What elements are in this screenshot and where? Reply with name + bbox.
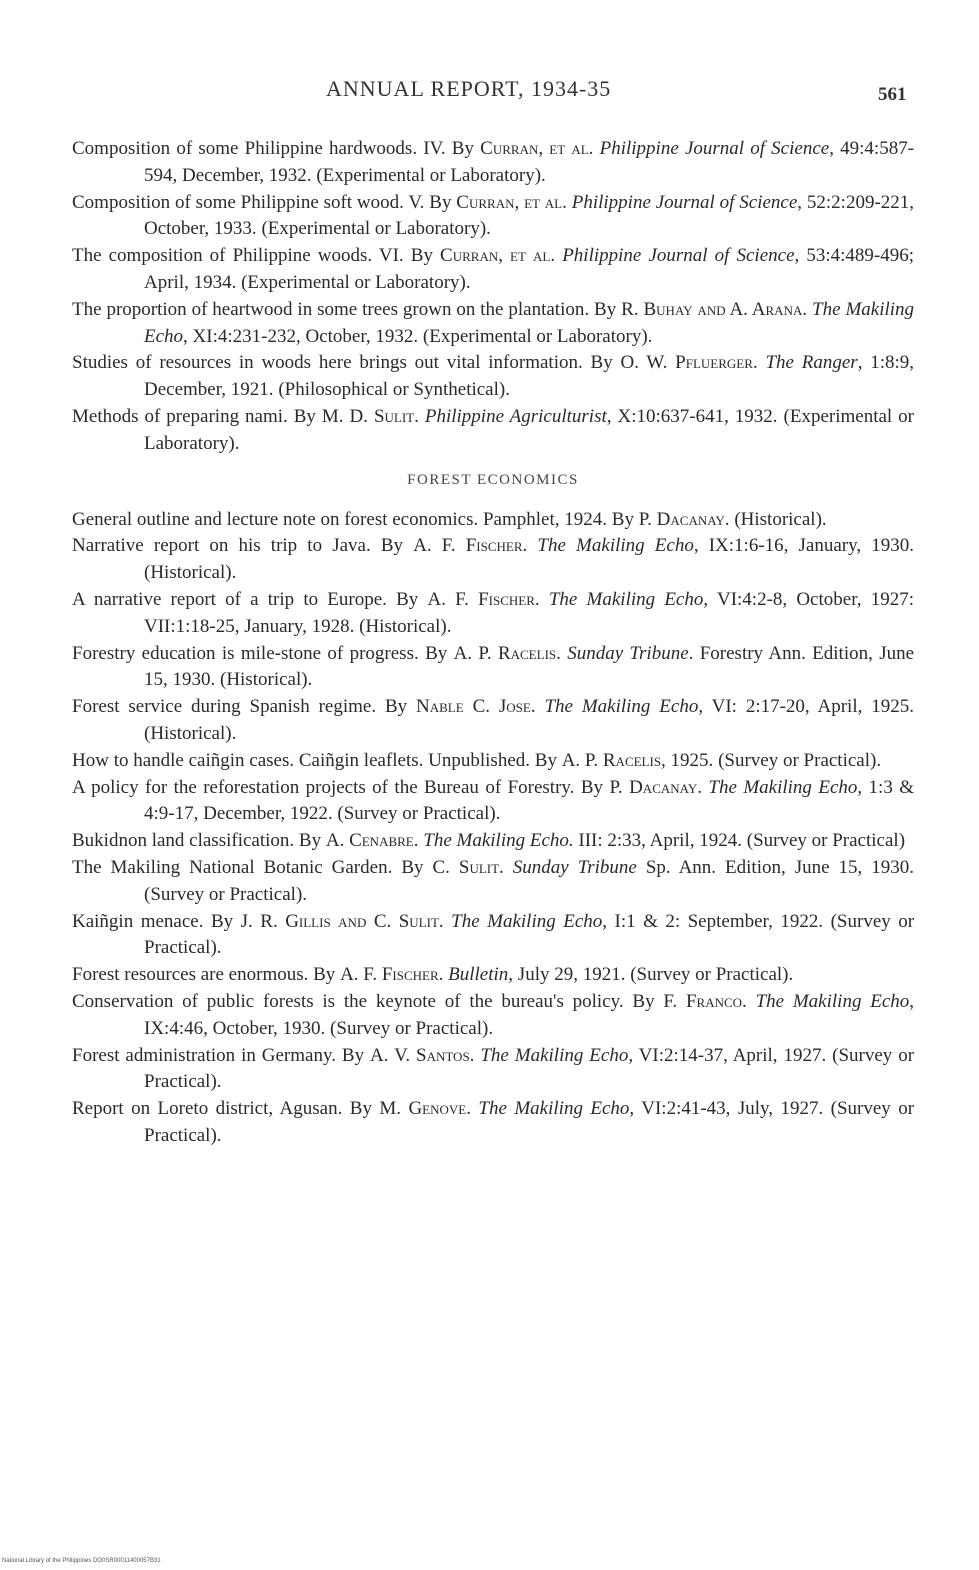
page-number: 561	[878, 84, 907, 105]
entry-by: By	[425, 642, 448, 664]
entry-details: , 53:4:489-496; April, 1934.	[144, 245, 915, 293]
section-heading: FOREST ECONOMICS	[407, 471, 579, 488]
entry-by: By	[313, 964, 336, 986]
bibliography-entry	[72, 587, 914, 641]
entry-journal: The Makiling Echo	[708, 776, 858, 798]
entry-title: The composition of Philippine woods. VI.	[72, 245, 404, 267]
bibliography-entry	[72, 190, 914, 244]
bibliography-entry	[72, 1043, 914, 1097]
entry-by: By	[451, 138, 474, 159]
entry-title: Forestry education is mile-stone of progress.	[72, 642, 419, 664]
entry-journal: The Makiling Echo,	[451, 910, 608, 932]
bibliography-entry	[72, 909, 914, 963]
entry-author: Curran, et al.	[480, 138, 594, 159]
bibliography-entry	[72, 989, 914, 1043]
bibliography-entry	[72, 136, 914, 190]
entry-author: Nable C. Jose.	[416, 696, 536, 718]
entry-journal: Sunday Tribune	[567, 642, 689, 664]
entry-author: M. D. Sulit.	[321, 405, 419, 427]
page-header	[0, 76, 979, 106]
bibliography-entry	[72, 855, 914, 909]
entry-by: By	[396, 588, 419, 610]
entry-by: By	[298, 830, 322, 852]
entry-journal: The Makiling Echo	[478, 1098, 630, 1120]
bibliography-list-top	[72, 136, 914, 458]
entry-journal: The Makiling Echo.	[423, 830, 574, 852]
entry-journal: The Makiling Echo	[480, 1044, 629, 1066]
bibliography-entry	[72, 297, 914, 351]
bibliography-entry	[72, 962, 914, 989]
entry-journal: The Makiling Echo	[144, 298, 915, 347]
entry-details: , 1:3 & 4:9-17, December, 1922.	[144, 776, 915, 825]
entry-title: How to handle caiñgin cases. Caiñgin leaflets. Unpublished.	[72, 749, 531, 771]
entry-author: A. F. Fischer.	[340, 964, 444, 986]
entry-details: . Forestry Ann. Edition, June 15, 1930.	[144, 642, 915, 691]
entry-by: By	[293, 405, 316, 427]
entry-details: , IX:1:6-16, January, 1930.	[693, 535, 915, 557]
entry-category: (Survey or Practical).	[144, 1044, 915, 1093]
entry-category: (Survey or Practical).	[630, 964, 794, 986]
bibliography-list-bottom	[72, 507, 914, 1150]
entry-details: Sp. Ann. Edition, June 15, 1930.	[636, 856, 915, 878]
entry-category: (Historical).	[359, 615, 452, 637]
entry-title: The proportion of heartwood in some trees grown on the plantation.	[72, 298, 590, 320]
entry-title: Methods of preparing nami.	[72, 405, 288, 427]
entry-title: Narrative report on his trip to Java.	[72, 535, 371, 557]
entry-category: (Philosophical or Synthetical).	[278, 379, 510, 401]
entry-by: By	[410, 245, 433, 267]
entry-details: I:1 & 2: September, 1922.	[607, 910, 824, 932]
entry-by: By	[590, 352, 613, 374]
entry-journal: Sunday Tribune	[512, 856, 637, 878]
entry-details: , XI:4:231-232, October, 1932.	[183, 325, 419, 347]
entry-by: By	[534, 749, 557, 771]
entry-category: (Experimental or Laboratory).	[316, 164, 546, 186]
entry-details: , VI:2:41-43, July, 1927.	[629, 1098, 824, 1120]
entry-by: By	[210, 910, 234, 932]
entry-author: Curran, et al.	[456, 191, 567, 213]
bibliography-entry	[72, 828, 914, 855]
entry-journal: Bulletin,	[448, 964, 514, 986]
entry-by: By	[349, 1098, 372, 1120]
entry-details: , X:10:637-641, 1932.	[606, 405, 778, 427]
entry-category: (Experimental or Laboratory).	[422, 325, 653, 347]
entry-author: Curran, et al.	[440, 245, 556, 267]
entry-author: P. Dacanay.	[638, 508, 730, 530]
entry-category: (Survey or Practical).	[144, 1098, 915, 1146]
entry-by: By	[429, 191, 452, 213]
entry-author: J. R. Gillis and C. Sulit.	[240, 910, 444, 932]
entry-category: (Historical).	[220, 669, 313, 691]
entry-by: By	[632, 990, 655, 1012]
entry-details: , VI:2:14-37, April, 1927.	[628, 1044, 827, 1066]
bibliography-entry	[72, 350, 914, 404]
entry-by: By	[384, 696, 408, 718]
entry-author: A. F. Fischer.	[427, 588, 540, 610]
entry-journal: Philippine Journal of Science	[571, 191, 798, 213]
entry-category: (Historical).	[144, 562, 237, 584]
entry-author: A. F. Fischer.	[413, 535, 528, 557]
entry-details: , VI:4:2-8, October, 1927: VII:1:18-25, January, 1928.	[144, 588, 914, 637]
bibliography-entry	[72, 404, 914, 458]
entry-author: C. Sulit.	[432, 856, 504, 878]
bibliography-entry	[72, 507, 914, 534]
entry-journal: The Makiling Echo	[544, 696, 699, 718]
entry-journal: The Makiling Echo	[755, 990, 910, 1012]
bibliography-entry	[72, 533, 914, 587]
entry-author: P. Dacanay.	[609, 776, 702, 798]
entry-category: (Survey or Practical).	[337, 803, 501, 825]
entry-author: A. P. Racelis, 1925.	[561, 749, 714, 771]
entry-title: The Makiling National Botanic Garden.	[72, 856, 393, 878]
entry-details: III: 2:33, April, 1924.	[573, 830, 742, 852]
entry-author: A. Cenabre.	[325, 830, 419, 852]
running-title: ANNUAL REPORT, 1934-35	[326, 76, 612, 101]
footer-note: National Library of the Philippines DO0SR00011400057B31	[2, 1558, 161, 1564]
entry-by: By	[380, 535, 404, 557]
entry-details: , 1:8:9, December, 1921.	[144, 352, 915, 401]
entry-journal: The Ranger	[765, 352, 858, 374]
entry-title: A narrative report of a trip to Europe.	[72, 588, 387, 610]
bibliography-entry	[72, 1096, 914, 1150]
bibliography-entry	[72, 694, 914, 748]
entry-details: , 52:2:209-221, October, 1933.	[144, 191, 915, 240]
entry-author: R. Buhay and A. Arana.	[621, 298, 808, 320]
entry-journal: The Makiling Echo	[537, 535, 694, 557]
entry-title: Forest resources are enormous.	[72, 964, 309, 986]
entry-title: Composition of some Philippine soft wood. V.	[72, 191, 425, 213]
entry-by: By	[580, 776, 604, 798]
entry-journal: The Makiling Echo	[548, 588, 704, 610]
entry-category: (Survey or Practical).	[144, 910, 915, 959]
entry-title: Conservation of public forests is the keynote of the bureau's policy.	[72, 990, 624, 1012]
entry-title: Forest administration in Germany.	[72, 1044, 336, 1066]
entry-category: (Historical).	[734, 508, 827, 530]
entry-details: , 49:4:587-594, December, 1932.	[144, 138, 915, 186]
entry-journal: Philippine Journal of Science	[562, 245, 795, 267]
bibliography-entry	[72, 775, 914, 829]
bibliography-entry	[72, 748, 914, 775]
entry-category: (Historical).	[144, 722, 237, 744]
entry-title: Forest service during Spanish regime.	[72, 696, 377, 718]
entry-title: Kaiñgin menace.	[72, 910, 204, 932]
entry-author: F. Franco.	[663, 990, 747, 1012]
entry-category: (Experimental or Laboratory).	[144, 405, 914, 454]
entry-by: By	[594, 298, 617, 320]
entry-category: (Experimental or Laboratory).	[261, 218, 491, 240]
bibliography-content	[72, 136, 914, 1150]
entry-author: A. P. Racelis.	[453, 642, 561, 664]
entry-title: General outline and lecture note on forest economics. Pamphlet, 1924.	[72, 508, 608, 530]
entry-details: , VI: 2:17-20, April, 1925.	[698, 696, 914, 718]
entry-title: A policy for the reforestation projects of the Bureau of Forestry.	[72, 776, 575, 798]
entry-title: Studies of resources in woods here brings out vital information.	[72, 352, 583, 374]
entry-author: M. Genove.	[379, 1098, 471, 1120]
entry-journal: Philippine Journal of Science	[599, 138, 830, 159]
entry-category: (Survey or Practical)	[746, 830, 906, 852]
entry-title: Composition of some Philippine hardwoods. IV.	[72, 138, 446, 159]
entry-author: A. V. Santos.	[370, 1044, 475, 1066]
entry-category: (Survey or Practical).	[718, 749, 882, 771]
entry-title: Report on Loreto district, Agusan.	[72, 1098, 343, 1120]
entry-by: By	[401, 856, 424, 878]
entry-details: , IX:4:46, October, 1930.	[144, 990, 915, 1039]
entry-details: July 29, 1921.	[513, 964, 626, 986]
entry-by: By	[611, 508, 634, 530]
entry-category: (Survey or Practical).	[144, 883, 308, 905]
entry-title: Bukidnon land classification.	[72, 830, 295, 852]
entry-by: By	[341, 1044, 365, 1066]
bibliography-entry	[72, 243, 914, 297]
entry-category: (Survey or Practical).	[330, 1017, 494, 1039]
entry-category: (Experimental or Laboratory).	[241, 271, 471, 293]
entry-journal: Philippine Agriculturist	[424, 405, 607, 427]
bibliography-entry	[72, 641, 914, 695]
entry-author: O. W. Pfluerger.	[620, 352, 758, 374]
